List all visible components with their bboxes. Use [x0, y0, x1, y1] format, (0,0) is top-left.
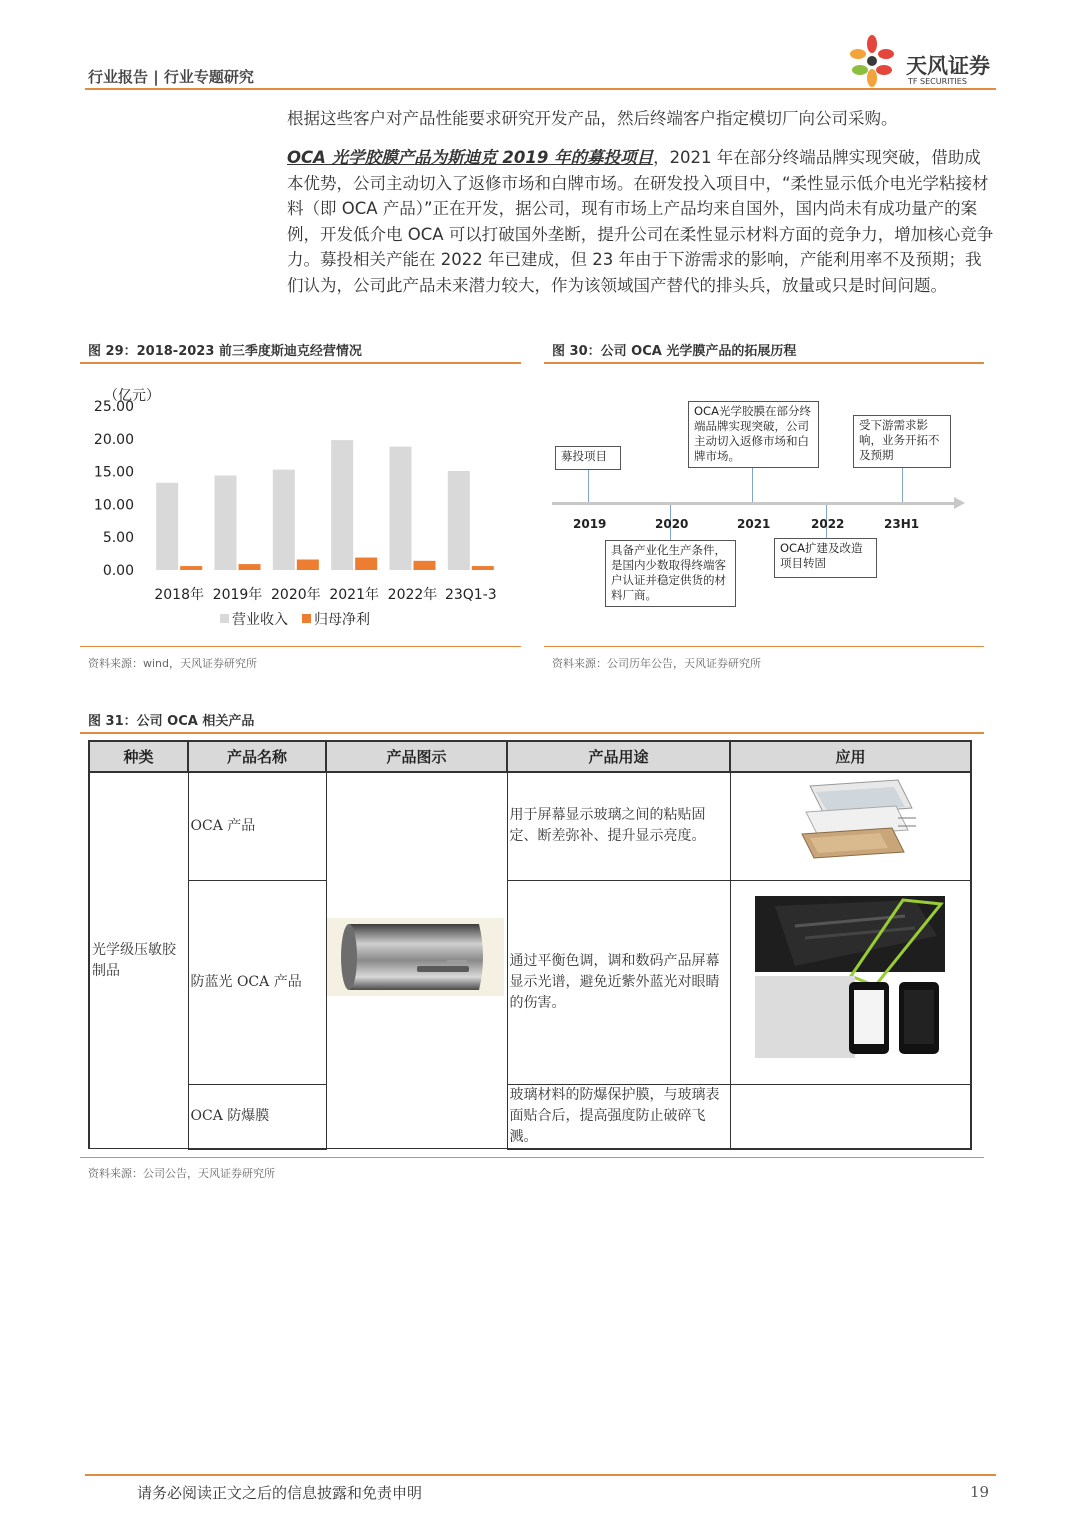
bar-net-profit [297, 560, 319, 570]
company-logo [848, 34, 998, 90]
product-use-cell: 玻璃材料的防爆保护膜，与玻璃表面贴合后，提高强度防止破碎飞溅。 [507, 1084, 730, 1149]
table-header-cell: 产品图示 [326, 741, 507, 772]
x-tick-label: 2018年 [154, 587, 204, 603]
x-tick-label: 2021年 [329, 587, 379, 603]
timeline-arrow-icon [954, 497, 965, 509]
x-tick-label: 2022年 [387, 587, 438, 603]
bar-revenue [215, 476, 237, 570]
product-name-cell: 防蓝光 OCA 产品 [188, 880, 326, 1084]
application-cell [730, 880, 971, 1084]
display-layers-image [780, 778, 920, 868]
bar-net-profit [355, 558, 377, 570]
bar-revenue [390, 447, 412, 570]
fig30-title: 图 30：公司 OCA 光学膜产品的拓展历程 [552, 344, 797, 359]
product-use-cell: 通过平衡色调，调和数码产品屏幕显示光谱，避免近紫外蓝光对眼睛的伤害。 [507, 880, 730, 1084]
y-tick-label: 15.00 [93, 464, 134, 481]
legend-swatch [302, 614, 311, 623]
legend-label: 归母净利 [314, 612, 370, 628]
fig29-source: 资料来源：wind，天风证券研究所 [88, 657, 258, 670]
fig31-top-rule [80, 732, 984, 734]
legend-label: 营业收入 [232, 612, 288, 628]
timeline-stem-2021 [752, 468, 753, 502]
timeline-stem-2019 [588, 470, 589, 502]
x-tick-label: 23Q1-3 [444, 587, 497, 603]
application-cell [730, 1084, 971, 1149]
table-row [89, 1084, 971, 1149]
timeline-box-2019: 募投项目 [555, 446, 621, 470]
table-header-row [89, 741, 971, 772]
paragraph-2-text: ，2021 年在部分终端品牌实现突破，借助成本优势，公司主动切入了返修市场和白牌市场。在研发投入项目中，“柔性显示低介电光学粘接材料（即 OCA 产品）”正在开发，据公司，现有市场上产品均来自国外，国内尚未有成功量产的案例，开发低介电 OCA 可以打破国外垄断，提升公司在柔性显示材料方面的竞争力，增加核心竞争力。募投相关产能在 2022 年已建成，但 23 年由于下游需求的影响，产能利用率不及预期；我们认为，公司此产品未来潜力较大，作为该领域国产替代的排头兵，放量或只是时间问题。 [287, 148, 994, 295]
oca-film-roll-image [327, 918, 504, 996]
bar-revenue [273, 470, 295, 570]
fig29-top-rule [80, 362, 521, 364]
legend-swatch [220, 614, 229, 623]
fig31-title: 图 31：公司 OCA 相关产品 [88, 714, 255, 729]
y-tick-label: 10.00 [93, 497, 134, 514]
footer-disclaimer: 请务必阅读正文之后的信息披露和免责申明 [137, 1484, 423, 1502]
fig30-bottom-rule [544, 646, 984, 647]
fig31-bottom-rule [80, 1157, 984, 1158]
fig30-source: 资料来源：公司历年公告，天风证券研究所 [552, 657, 761, 670]
fig29-bottom-rule [80, 646, 521, 647]
timeline-year: 2022 [811, 517, 845, 531]
page-number: 19 [970, 1483, 990, 1501]
application-cell [730, 772, 971, 880]
fig30-timeline [548, 390, 980, 620]
oca-products-table [88, 740, 972, 1150]
category-cell: 光学级压敏胶制品 [89, 772, 188, 1149]
footer-divider [85, 1474, 996, 1476]
timeline-axis [552, 502, 956, 505]
flower-logo-icon [848, 34, 906, 90]
table-row [89, 772, 971, 880]
timeline-year: 23H1 [884, 517, 920, 531]
product-name-cell: OCA 产品 [188, 772, 326, 880]
timeline-year: 2021 [737, 517, 771, 531]
logo-subtitle: TF SECURITIES [908, 77, 967, 86]
paragraph-1: 根据这些客户对产品性能要求研究开发产品，然后终端客户指定模切厂向公司采购。 [287, 109, 898, 128]
fig29-title: 图 29：2018-2023 前三季度斯迪克经营情况 [88, 344, 362, 359]
product-image-cell [326, 772, 507, 1149]
blue-light-phone-image [755, 896, 945, 1062]
bar-net-profit [180, 566, 202, 570]
timeline-stem-23h1 [902, 468, 903, 502]
product-name-cell: OCA 防爆膜 [188, 1084, 326, 1149]
timeline-year: 2020 [655, 517, 689, 531]
bar-net-profit [472, 566, 494, 570]
fig30-top-rule [544, 362, 984, 364]
timeline-box-2021: OCA光学胶膜在部分终端品牌实现突破，公司主动切入返修市场和白牌市场。 [688, 401, 819, 468]
bar-net-profit [239, 564, 261, 570]
table-header-cell: 种类 [89, 741, 188, 772]
table-header-cell: 产品用途 [507, 741, 730, 772]
y-tick-label: 25.00 [93, 399, 134, 415]
y-tick-label: 5.00 [102, 530, 134, 547]
timeline-box-23h1: 受下游需求影响，业务开拓不及预期 [853, 415, 951, 468]
paragraph-2 [287, 145, 997, 298]
paragraph-2-emphasis: OCA 光学胶膜产品为斯迪克 2019 年的募投项目 [287, 148, 654, 167]
report-header-title: 行业报告 | 行业专题研究 [88, 68, 254, 86]
table-header-cell: 产品名称 [188, 741, 326, 772]
fig31-source: 资料来源：公司公告，天风证券研究所 [88, 1167, 275, 1180]
table-header-cell: 应用 [730, 741, 971, 772]
timeline-box-2020: 具备产业化生产条件，是国内少数取得终端客户认证并稳定供货的材料厂商。 [605, 540, 736, 607]
timeline-box-2022: OCA扩建及改造项目转固 [774, 538, 877, 578]
header-divider [85, 88, 996, 90]
timeline-year: 2019 [573, 517, 607, 531]
bar-revenue [331, 440, 353, 570]
y-tick-label: 0.00 [102, 563, 134, 579]
logo-name: 天风证券 [906, 54, 990, 78]
product-use-cell: 用于屏幕显示玻璃之间的粘贴固定、断差弥补、提升显示亮度。 [507, 772, 730, 880]
fig29-bar-chart [80, 376, 520, 641]
x-tick-label: 2019年 [212, 587, 263, 603]
bar-revenue [448, 471, 470, 570]
bar-net-profit [414, 561, 436, 570]
bar-revenue [156, 483, 178, 570]
x-tick-label: 2020年 [271, 587, 321, 603]
table-row [89, 880, 971, 1084]
y-axis-unit-label: （亿元） [104, 388, 160, 404]
y-tick-label: 20.00 [93, 431, 134, 448]
